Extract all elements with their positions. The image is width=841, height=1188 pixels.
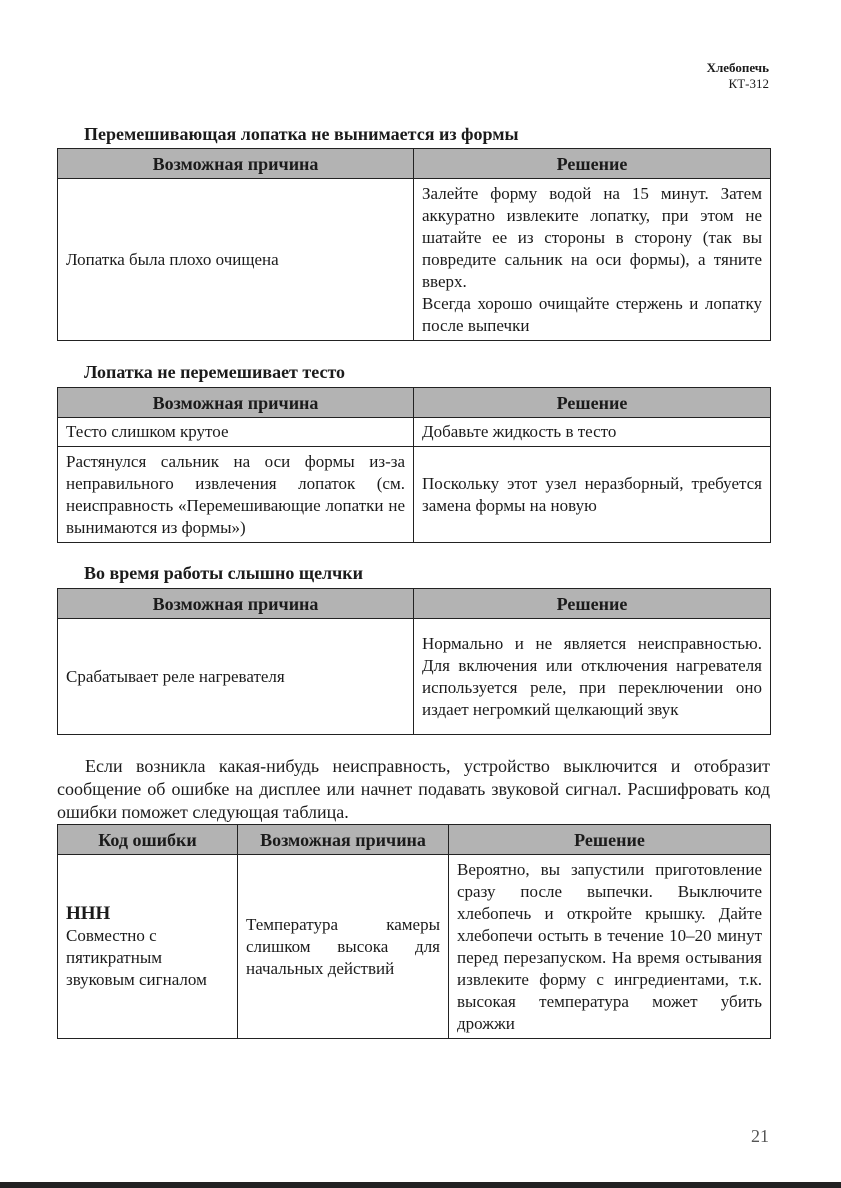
column-header-solution: Решение bbox=[449, 825, 771, 855]
solution-cell: Поскольку этот узел неразборный, требуется замена формы на новую bbox=[414, 447, 771, 543]
table-row bbox=[58, 418, 771, 447]
solution-text: Залейте форму водой на 15 минут. Затем аккуратно извлеките лопатку, при этом не шатайте ее из стороны в сторону (так вы повредите сальник на оси формы), а тяните вверх. bbox=[422, 183, 762, 291]
solution-cell: Добавьте жидкость в тесто bbox=[414, 418, 771, 447]
column-header-solution: Решение bbox=[414, 149, 771, 179]
page-header bbox=[707, 60, 769, 92]
model-name: КТ-312 bbox=[728, 76, 769, 91]
column-header-cause: Возможная причина bbox=[58, 589, 414, 619]
cause-cell: Растянулся сальник на оси формы из-за неправильного извлечения лопаток (см. неисправность «Перемешивающие лопатки не вынимаются из формы») bbox=[58, 447, 414, 543]
cause-cell: Тесто слишком крутое bbox=[58, 418, 414, 447]
solution-text-2: Всегда хорошо очищайте стержень и лопатку после выпечки bbox=[422, 293, 762, 335]
solution-cell: Вероятно, вы запустили приготовление сразу после выпечки. Выключите хлебопечь и откройте крышку. Дайте хлебопечи остыть в течение 10–20 минут перед перезапуском. На время остывания извлеките форму с ингредиентами, т.к. высокая температура может убить дрожжи bbox=[449, 855, 771, 1039]
code-cell bbox=[58, 855, 238, 1039]
section-title-clicking-sounds: Во время работы слышно щелчки bbox=[84, 563, 364, 583]
table-row bbox=[58, 855, 771, 1039]
error-code: HHH bbox=[66, 902, 111, 924]
column-header-solution: Решение bbox=[414, 388, 771, 418]
cause-cell: Срабатывает реле нагревателя bbox=[58, 619, 414, 735]
page-number: 21 bbox=[751, 1126, 769, 1146]
column-header-solution: Решение bbox=[414, 589, 771, 619]
product-name: Хлебопечь bbox=[706, 60, 769, 75]
page-bottom-border bbox=[0, 1182, 841, 1188]
table-clicking-sounds bbox=[57, 588, 771, 735]
column-header-cause: Возможная причина bbox=[238, 825, 449, 855]
error-code-table bbox=[57, 824, 771, 1039]
intro-paragraph bbox=[57, 755, 770, 824]
solution-cell bbox=[414, 179, 771, 341]
column-header-code: Код ошибки bbox=[58, 825, 238, 855]
table-row bbox=[58, 447, 771, 543]
cause-cell: Температура камеры слишком высока для начальных действий bbox=[238, 855, 449, 1039]
section-title-paddle-not-mixing: Лопатка не перемешивает тесто bbox=[84, 362, 346, 382]
table-row bbox=[58, 619, 771, 735]
solution-cell: Нормально и не является неисправностью. Для включения или отключения нагревателя используется реле, при переключении оно издает негромкий щелкающий звук bbox=[414, 619, 771, 735]
intro-text: Если возникла какая-нибудь неисправность, устройство выключится и отобразит сообщение об ошибке на дисплее или начнет подавать звуковой сигнал. Расшифровать код ошибки поможет следующая таблица. bbox=[57, 756, 770, 822]
column-header-cause: Возможная причина bbox=[58, 388, 414, 418]
table-paddle-stuck bbox=[57, 148, 771, 341]
error-code-note: Совместно с пятикратным звуковым сигналом bbox=[66, 925, 207, 989]
section-title-paddle-stuck: Перемешивающая лопатка не вынимается из формы bbox=[84, 124, 519, 144]
cause-cell: Лопатка была плохо очищена bbox=[58, 179, 414, 341]
column-header-cause: Возможная причина bbox=[58, 149, 414, 179]
table-row bbox=[58, 179, 771, 341]
table-paddle-not-mixing bbox=[57, 387, 771, 543]
